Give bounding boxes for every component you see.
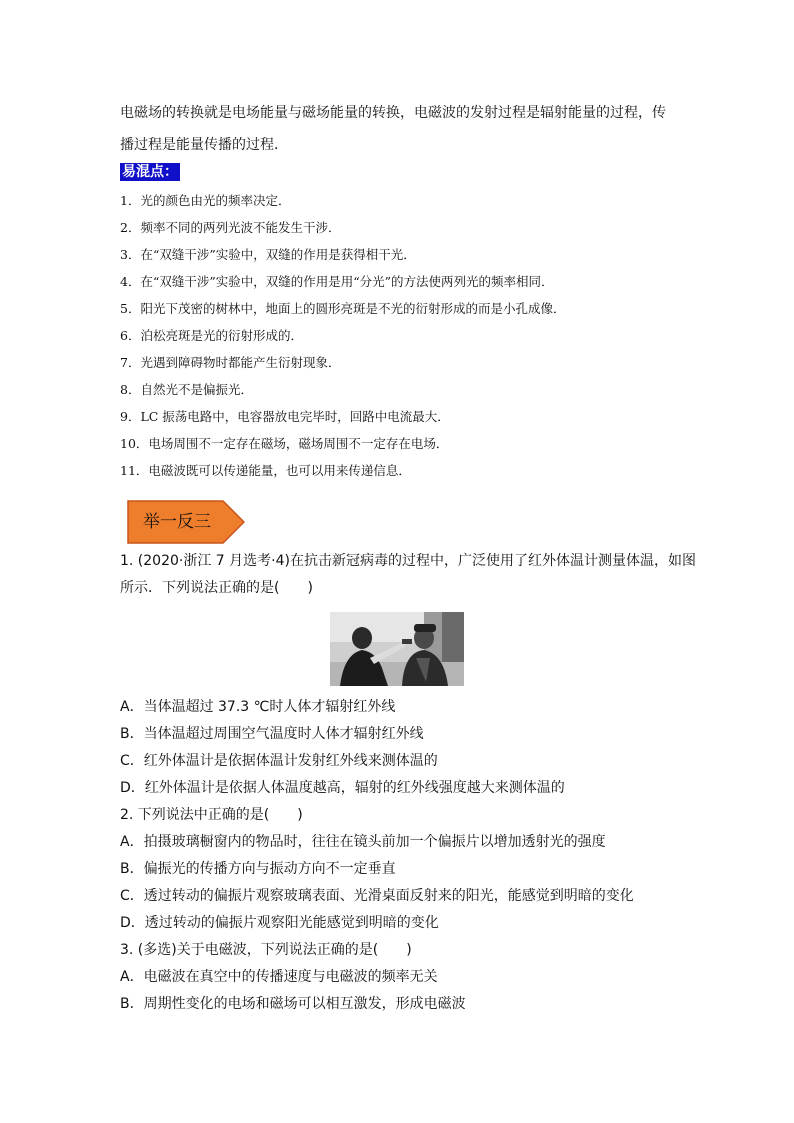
question-2-option-d: D．透过转动的偏振片观察阳光能感觉到明暗的变化 <box>120 915 439 931</box>
confusion-item: 6．泊松亮斑是光的衍射形成的． <box>120 328 303 343</box>
intro-line-1: 电磁场的转换就是电场能量与磁场能量的转换，电磁波的发射过程是辐射能量的过程，传 <box>120 105 666 121</box>
question-1-stem-line-1: 1. (2020·浙江 7 月选考·4)在抗击新冠病毒的过程中，广泛使用了红外体温计测量体温，如图 <box>120 553 696 569</box>
confusion-item: 2．频率不同的两列光波不能发生干涉． <box>120 220 341 235</box>
infrared-thermometer-photo <box>330 612 464 686</box>
question-1-option-c: C．红外体温计是依据体温计发射红外线来测体温的 <box>120 753 438 769</box>
confusion-item: 1．光的颜色由光的频率决定． <box>120 193 291 208</box>
section-banner-label: 举一反三 <box>143 512 211 532</box>
question-3-option-b: B．周期性变化的电场和磁场可以相互激发，形成电磁波 <box>120 996 466 1012</box>
question-1-option-a: A．当体温超过 37.3 ℃时人体才辐射红外线 <box>120 699 396 715</box>
confusion-item: 4．在“双缝干涉”实验中，双缝的作用是用“分光”的方法使两列光的频率相同． <box>120 274 554 289</box>
question-1-option-d: D．红外体温计是依据人体温度越高，辐射的红外线强度越大来测体温的 <box>120 780 565 796</box>
confusion-item: 10．电场周围不一定存在磁场，磁场周围不一定存在电场． <box>120 436 449 451</box>
question-2-option-b: B．偏振光的传播方向与振动方向不一定垂直 <box>120 861 396 877</box>
question-1-option-b: B．当体温超过周围空气温度时人体才辐射红外线 <box>120 726 424 742</box>
section-banner <box>127 500 245 544</box>
confusion-item: 11．电磁波既可以传递能量，也可以用来传递信息． <box>120 463 411 478</box>
question-2-stem: 2. 下列说法中正确的是( ) <box>120 807 303 823</box>
confusion-points-tag: 易混点： <box>122 164 178 180</box>
confusion-item: 7．光遇到障碍物时都能产生衍射现象． <box>120 355 341 370</box>
question-2-option-a: A．拍摄玻璃橱窗内的物品时，往往在镜头前加一个偏振片以增加透射光的强度 <box>120 834 606 850</box>
confusion-item: 5．阳光下茂密的树林中，地面上的圆形亮斑是不光的衍射形成的而是小孔成像． <box>120 301 566 316</box>
question-3-option-a: A．电磁波在真空中的传播速度与电磁波的频率无关 <box>120 969 438 985</box>
intro-line-2: 播过程是能量传播的过程． <box>120 137 288 153</box>
confusion-item: 3．在“双缝干涉”实验中，双缝的作用是获得相干光． <box>120 247 416 262</box>
question-1-stem-line-2: 所示．下列说法正确的是( ) <box>120 580 313 596</box>
confusion-item: 9．LC 振荡电路中，电容器放电完毕时，回路中电流最大． <box>120 409 450 424</box>
question-2-option-c: C．透过转动的偏振片观察玻璃表面、光滑桌面反射来的阳光，能感觉到明暗的变化 <box>120 888 634 904</box>
confusion-item: 8．自然光不是偏振光． <box>120 382 253 397</box>
question-3-stem: 3. (多选)关于电磁波，下列说法正确的是( ) <box>120 942 412 958</box>
